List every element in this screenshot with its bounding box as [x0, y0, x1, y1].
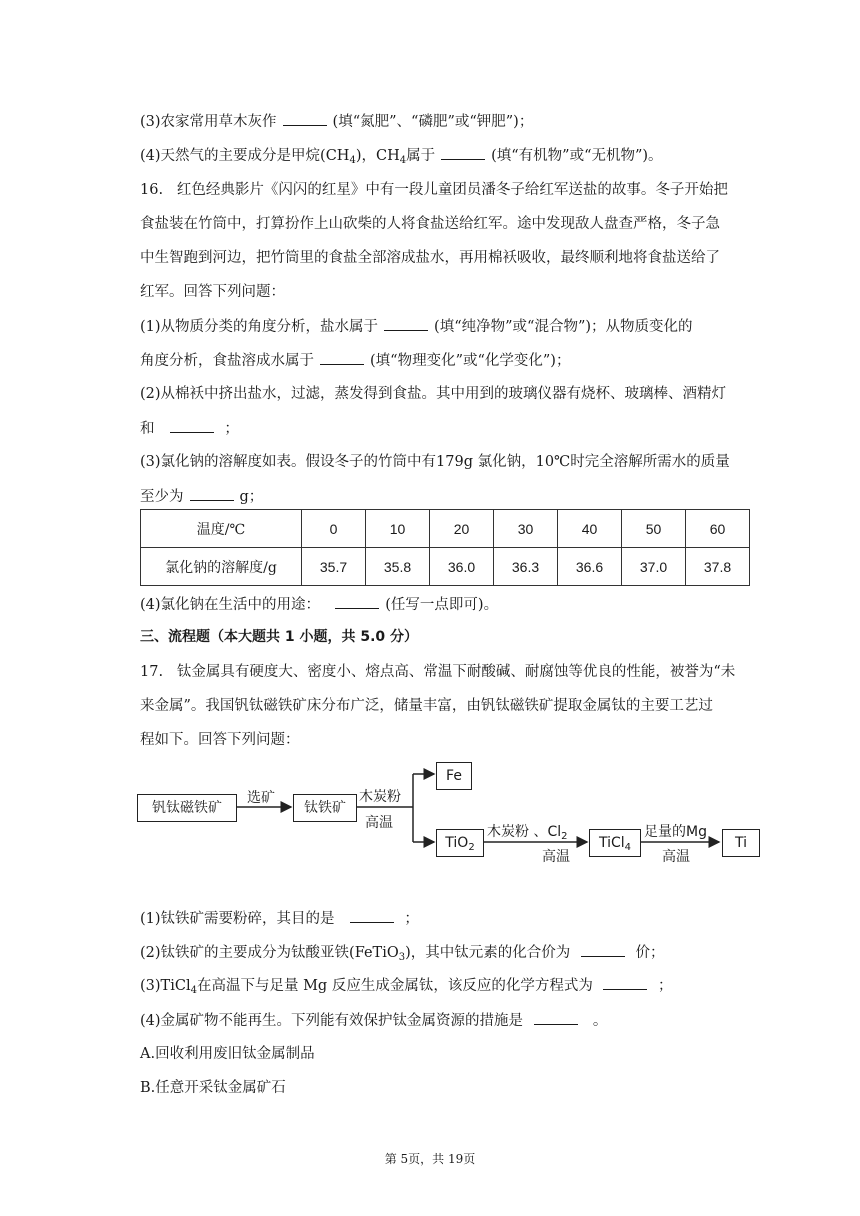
- q15-item4-text3: 属于: [406, 148, 436, 164]
- q15-item3: [140, 111, 533, 132]
- q16-stem-line1: [140, 180, 728, 200]
- q16-item3b-end: g；: [239, 489, 264, 505]
- answer-blank[interactable]: [170, 418, 214, 433]
- answer-blank[interactable]: [190, 486, 234, 501]
- q16-item2a: (2)从棉袄中挤出盐水，过滤，蒸发得到食盐。其中用到的玻璃仪器有烧杯、玻璃棒、酒精灯: [140, 386, 727, 402]
- subscript: 4: [190, 985, 197, 996]
- q15-item4-text: (4)天然气的主要成分是甲烷(CH: [140, 148, 350, 164]
- table-cell: 36.6: [558, 548, 622, 586]
- q17-item2: [140, 942, 665, 963]
- q17-stem-line1: [140, 662, 735, 682]
- solubility-table: [140, 509, 750, 586]
- q15-item3-hint: (填“氮肥”、“磷肥”或“钾肥”)；: [332, 114, 534, 130]
- answer-blank[interactable]: [384, 316, 428, 331]
- answer-blank[interactable]: [335, 594, 379, 609]
- q17-item1-end: ；: [404, 911, 419, 927]
- q17-item4-text: (4)金属矿物不能再生。下列能有效保护钛金属资源的措施是: [140, 1013, 524, 1029]
- answer-blank[interactable]: [534, 1010, 578, 1025]
- q16-item2b-end: ；: [224, 421, 239, 437]
- answer-blank[interactable]: [350, 908, 394, 923]
- q17-item2-text2: )，其中钛元素的化合价为: [405, 945, 571, 961]
- q17-stem-line2: 来金属”。我国钒钛磁铁矿床分布广泛，储量丰富，由钒钛磁铁矿提取金属钛的主要工艺过: [140, 698, 713, 714]
- arrow-label-charcoal-cl2: [487, 821, 568, 841]
- table-cell: 30: [494, 510, 558, 548]
- q16-item4-text: (4)氯化钠在生活中的用途：: [140, 597, 321, 613]
- node-ti: Ti: [722, 829, 760, 857]
- table-header-cell: 温度/℃: [141, 510, 302, 548]
- q16-stem-line2: 食盐装在竹筒中，打算扮作上山砍柴的人将食盐送给红军。途中发现敌人盘查严格，冬子急: [140, 216, 720, 232]
- q16-item2b-text: 和: [140, 421, 155, 437]
- q16-item1b-hint: (填“物理变化”或“化学变化”)；: [370, 353, 571, 369]
- table-cell: 40: [558, 510, 622, 548]
- table-cell: 10: [366, 510, 430, 548]
- q16-item3b-text: 至少为: [140, 489, 184, 505]
- q17-item1-text: (1)钛铁矿需要粉碎，其目的是: [140, 911, 335, 927]
- q17-item3-end: ；: [658, 978, 673, 994]
- arrow-label-beneficiation: 选矿: [247, 790, 275, 806]
- table-cell: 35.8: [366, 548, 430, 586]
- q16-item3a: (3)氯化钠的溶解度如表。假设冬子的竹筒中有179g 氯化钠，10℃时完全溶解所需水的质量: [140, 454, 730, 470]
- page-footer: 第 5页，共 19页: [384, 1152, 476, 1166]
- q17-item4-end: 。: [592, 1013, 608, 1029]
- q16-item2b: [140, 418, 239, 439]
- section-heading: 三、流程题（本大题共 1 小题，共 5.0 分）: [140, 629, 419, 645]
- table-cell: 36.0: [430, 548, 494, 586]
- node-ilmenite: 钛铁矿: [293, 794, 357, 822]
- option-a[interactable]: A.回收利用废旧钛金属制品: [140, 1046, 315, 1062]
- arrow-label-text: 木炭粉 、Cl: [487, 824, 562, 840]
- subscript: 4: [624, 842, 632, 853]
- q15-item4: [140, 145, 663, 166]
- q17-item2-text: (2)钛铁矿的主要成分为钛酸亚铁(FeTiO: [140, 945, 399, 961]
- q16-item4: [140, 594, 498, 615]
- table-cell: 60: [686, 510, 750, 548]
- q16-item1-text: (1)从物质分类的角度分析，盐水属于: [140, 319, 379, 335]
- q16-item1b: [140, 350, 570, 371]
- answer-blank[interactable]: [320, 350, 364, 365]
- table-cell: 50: [622, 510, 686, 548]
- q16-item1-hint: (填“纯净物”或“混合物”)；从物质变化的: [434, 319, 693, 335]
- node-fe: Fe: [436, 762, 472, 790]
- table-cell: 35.7: [302, 548, 366, 586]
- q16-item3b: [140, 486, 263, 507]
- subscript: 3: [398, 952, 406, 963]
- q17-item3: [140, 975, 673, 996]
- q16-item1b-text: 角度分析，食盐溶成水属于: [140, 353, 314, 369]
- q15-item3-text: (3)农家常用草木灰作: [140, 114, 277, 130]
- q16-text: 红色经典影片《闪闪的红星》中有一段儿童团员潘冬子给红军送盐的故事。冬子开始把: [176, 182, 728, 198]
- arrow-label-high-temp: 高温: [662, 849, 690, 865]
- node-ticl4-label: TiCl: [598, 835, 625, 851]
- answer-blank[interactable]: [441, 145, 485, 160]
- arrow-label-charcoal: 木炭粉: [359, 789, 401, 805]
- arrow-label-high-temp: 高温: [542, 849, 570, 865]
- table-cell: 20: [430, 510, 494, 548]
- question-number: 16.: [140, 182, 164, 198]
- q17-item1: [140, 908, 419, 929]
- table-row: [141, 548, 750, 586]
- subscript: 4: [349, 155, 356, 166]
- q17-text: 钛金属具有硬度大、密度小、熔点高、常温下耐酸碱、耐腐蚀等优良的性能，被誉为“未: [176, 664, 736, 680]
- table-header-cell: 氯化钠的溶解度/g: [141, 548, 302, 586]
- table-row: [141, 510, 750, 548]
- answer-blank[interactable]: [603, 975, 647, 990]
- arrow-label-excess-mg: 足量的Mg: [644, 824, 707, 840]
- node-tio2: [436, 829, 484, 857]
- q16-item1a: [140, 316, 693, 337]
- answer-blank[interactable]: [581, 942, 625, 957]
- node-tio2-label: TiO: [445, 835, 469, 851]
- answer-blank[interactable]: [283, 111, 327, 126]
- arrow-label-high-temp: 高温: [365, 815, 393, 831]
- q16-stem-line3: 中生智跑到河边，把竹筒里的食盐全部溶成盐水，再用棉袄吸收，最终顺利地将食盐送给了: [140, 250, 720, 266]
- subscript: 2: [561, 831, 568, 842]
- q17-stem-line3: 程如下。回答下列问题：: [140, 732, 300, 748]
- subscript: 2: [468, 842, 475, 853]
- option-b[interactable]: B.任意开采钛金属矿石: [140, 1080, 286, 1096]
- question-number: 17.: [140, 664, 164, 680]
- table-cell: 36.3: [494, 548, 558, 586]
- subscript: 4: [399, 155, 407, 166]
- q15-item4-text2: )，CH: [355, 148, 400, 164]
- q17-item3-text: (3)TiCl: [140, 978, 191, 994]
- q17-item4: [140, 1010, 607, 1031]
- node-ticl4: [589, 829, 641, 857]
- q17-item2-end: 价；: [635, 945, 665, 961]
- table-cell: 37.0: [622, 548, 686, 586]
- table-cell: 0: [302, 510, 366, 548]
- q16-item4-hint: (任写一点即可)。: [385, 597, 499, 613]
- q15-item4-hint: (填“有机物”或“无机物”)。: [491, 148, 663, 164]
- q16-stem-line4: 红军。回答下列问题：: [140, 284, 285, 300]
- table-cell: 37.8: [686, 548, 750, 586]
- node-vanadium-titanomagnetite: 钒钛磁铁矿: [137, 794, 237, 822]
- q17-item3-text2: 在高温下与足量 Mg 反应生成金属钛，该反应的化学方程式为: [196, 978, 593, 994]
